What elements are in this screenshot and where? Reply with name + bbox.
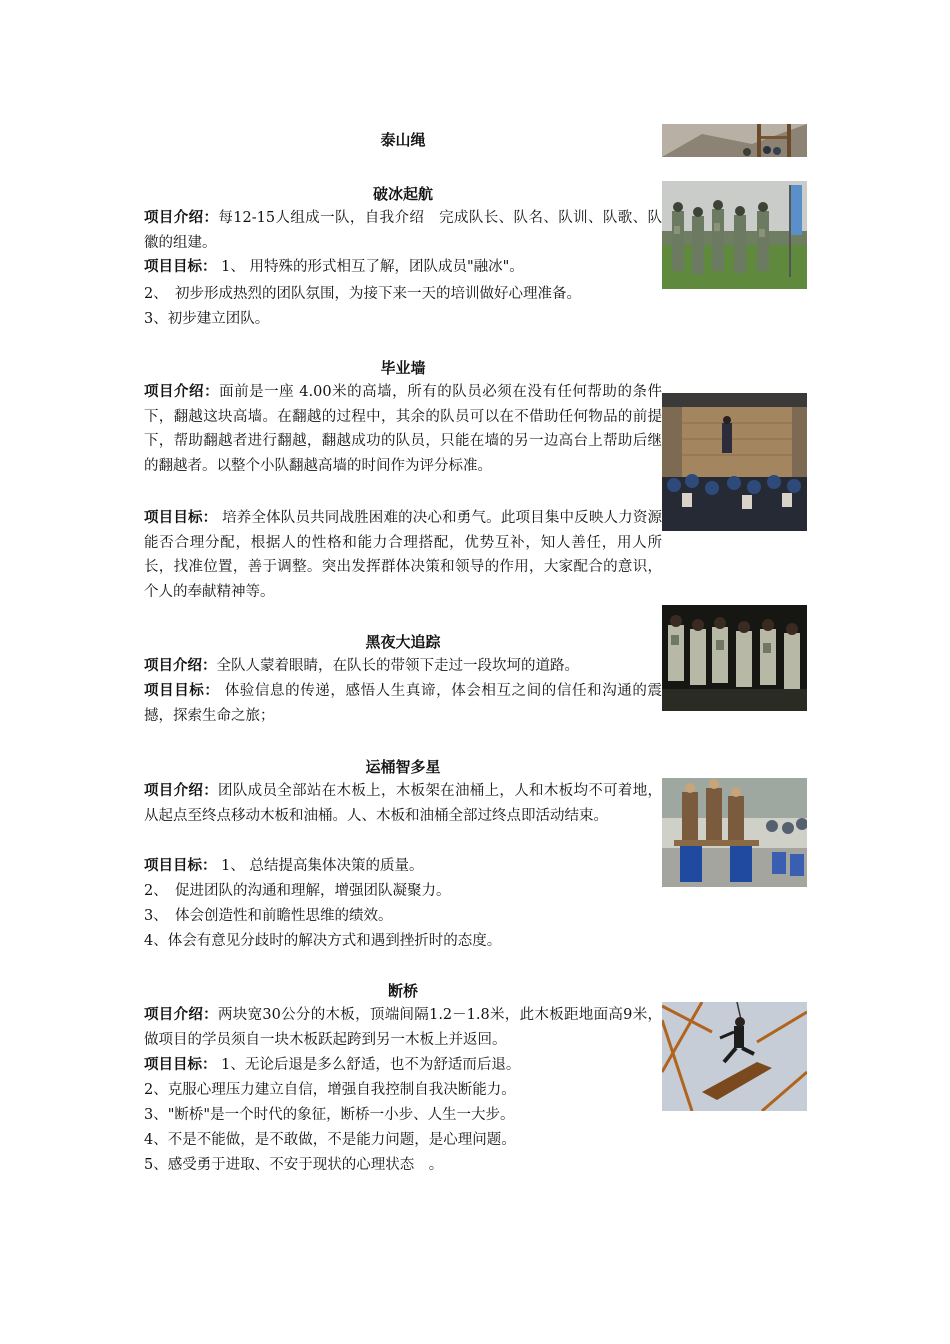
section-title-barrel-move: 运桶智多星	[365, 758, 441, 776]
section-title-broken-bridge: 断桥	[387, 982, 418, 1000]
goal-item: 3、"断桥"是一个时代的象征，断桥一小步、人生一大步。	[144, 1107, 515, 1123]
goal-item: 4、不是不能做，是不敢做，不是能力问题，是心理问题。	[144, 1132, 516, 1148]
photo-taishan-rope	[662, 124, 807, 157]
photo-broken-bridge	[662, 1002, 807, 1111]
intro-text: 团队成员全部站在木板上，木板架在油桶上，人和木板均不可着地，从起点至终点移动木板和油桶。人、木板和油桶全部过终点即活动结束。	[144, 783, 662, 824]
intro-label: 项目介绍：	[144, 783, 219, 799]
goal-label: 项目目标：	[144, 1057, 217, 1073]
goal-item: 1、无论后退是多么舒适，也不为舒适而后退。	[216, 1057, 521, 1073]
goal-item: 4、体会有意见分歧时的解决方式和遇到挫折时的态度。	[144, 933, 502, 949]
section-title-taishan-rope: 泰山绳	[380, 131, 426, 149]
goal-text: 培养全体队员共同战胜困难的决心和勇气。此项目集中反映人力资源能否合理分配，根据人的性格和能力合理搭配，优势互补，知人善任，用人所长，找准位置，善于调整。突出发挥群体决策和领导的作用，大家配合的意识，个人的奉献精神等。	[144, 510, 662, 600]
goal-item: 1、 总结提高集体决策的质量。	[216, 858, 424, 874]
goal-label: 项目目标：	[144, 510, 218, 526]
section-goal-graduation-wall	[144, 506, 662, 604]
section-intro-night-trek	[144, 654, 662, 679]
section-intro-barrel-move	[144, 779, 662, 828]
intro-text: 面前是一座 4.00米的高墙，所有的队员必须在没有任何帮助的条件下，翻越这块高墙。在翻越的过程中，其余的队员可以在不借助任何物品的前提下，帮助翻越者进行翻越，翻越成功的队员，只能在墙的另一边高台上帮助后继的翻越者。以整个小队翻越高墙的时间作为评分标准。	[144, 384, 662, 474]
goal-label: 项目目标：	[144, 259, 217, 275]
photo-barrel-move	[662, 778, 807, 887]
section-title-graduation-wall: 毕业墙	[380, 359, 426, 377]
goal-item: 3、 体会创造性和前瞻性思维的绩效。	[144, 908, 393, 924]
goal-item: 5、感受勇于进取、不安于现状的心理状态 。	[144, 1157, 444, 1173]
intro-text: 全队人蒙着眼睛，在队长的带领下走过一段坎坷的道路。	[216, 658, 579, 674]
section-intro-icebreaker	[144, 206, 662, 255]
intro-text: 每12-15人组成一队，自我介绍 完成队长、队名、队训、队歌、队徽的组建。	[144, 210, 662, 251]
section-title-icebreaker: 破冰起航	[372, 185, 433, 203]
intro-label: 项目介绍：	[144, 1007, 218, 1023]
section-goal-broken-bridge	[144, 1053, 662, 1078]
section-title-night-trek: 黑夜大追踪	[365, 633, 441, 651]
intro-text: 两块宽30公分的木板，顶端间隔1.2－1.8米，此木板距地面高9米，做项目的学员须自一块木板跃起跨到另一木板上并返回。	[144, 1007, 662, 1048]
goal-label: 项目目标：	[144, 858, 217, 874]
section-goal-barrel-move	[144, 854, 662, 879]
goal-item: 2、克服心理压力建立自信，增强自我控制自我决断能力。	[144, 1082, 516, 1098]
goal-item: 1、 用特殊的形式相互了解，团队成员"融冰"。	[216, 259, 524, 275]
section-goal-icebreaker	[144, 255, 662, 280]
section-intro-graduation-wall	[144, 380, 662, 478]
goal-item: 2、 初步形成热烈的团队氛围，为接下来一天的培训做好心理准备。	[144, 286, 581, 302]
intro-label: 项目介绍：	[144, 658, 217, 674]
goal-label: 项目目标：	[144, 683, 220, 699]
intro-label: 项目介绍：	[144, 384, 220, 400]
section-goal-night-trek	[144, 679, 662, 728]
intro-label: 项目介绍：	[144, 210, 219, 226]
goal-item: 3、初步建立团队。	[144, 311, 270, 327]
section-intro-broken-bridge	[144, 1003, 662, 1052]
goal-item: 2、 促进团队的沟通和理解，增强团队凝聚力。	[144, 883, 451, 899]
photo-icebreaker	[662, 181, 807, 289]
goal-text: 体验信息的传递，感悟人生真谛，体会相互之间的信任和沟通的震撼，探索生命之旅；	[144, 683, 662, 724]
photo-night-trek	[662, 605, 807, 711]
photo-graduation-wall	[662, 393, 807, 531]
